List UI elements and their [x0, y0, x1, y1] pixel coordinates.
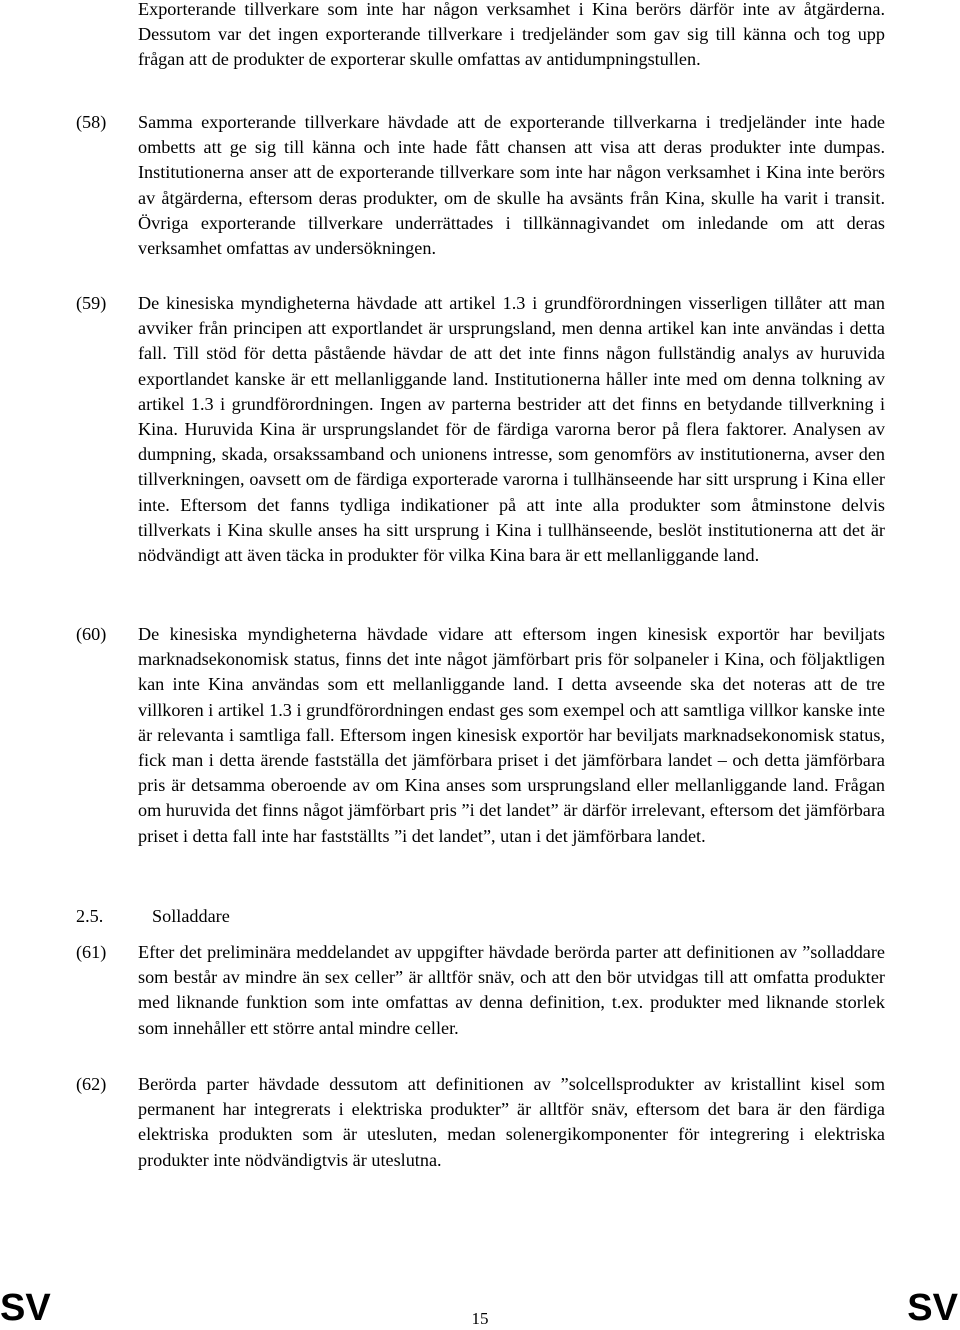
paragraph-number: (62): [76, 1074, 107, 1094]
page-number: 15: [471, 1309, 489, 1328]
paragraph-text: Berörda parter hävdade dessutom att definitionen av ”solcellsprodukter av kristallint kisel som permanent har integrerats i elektriska produkter” är alltför snäv, eftersom det bara är den färdiga elektriska produkten som är utesluten, medan solenergikomponenter för integrering i elektriska produkter inte nödvändigtvis är uteslutna.: [138, 1074, 885, 1170]
paragraph-text: Efter det preliminära meddelandet av uppgifter hävdade berörda parter att definitionen av ”solladdare som består av mindre än sex celler” är alltför snäv, och att den bör utvidgas till att omfatta produkter med liknande funktion som inte omfattas av denna definition, t.ex. produkter med liknande storlek som innehåller ett större antal mindre celler.: [138, 942, 885, 1038]
paragraph-number: (58): [76, 112, 107, 132]
paragraph-text: De kinesiska myndigheterna hävdade att artikel 1.3 i grundförordningen visserligen tillåter att man avviker från principen att exportlandet är ursprungsland, men denna artikel kan inte användas i detta fall. Till stöd för detta påstående hävdar de att det inte finns någon fullständig analys av huruvida exportlandet kanske är ett mellanliggande land. Institutionerna håller inte med om denna tolkning av artikel 1.3 i grundförordningen. Ingen av parterna bestrider att det finns en betydande tillverkning i Kina. Huruvida Kina är ursprungslandet för de färdiga varorna beror på flera faktorer. Analysen av dumpning, skada, orsakssamband och unionens intresse, som genomförs av institutionerna, avser den tillverkningen, oavsett om de färdiga exporterade varorna i tullhänseende har sitt ursprung i Kina eller inte. Eftersom det fanns tydliga indikationer på att inte alla produkter som åtminstone delvis tillverkats i Kina skulle anses ha sitt ursprung i Kina i tullhänseende, beslöt institutionerna att det är nödvändigt att även täcka in produkter för vilka Kina bara är ett mellanliggande land.: [138, 293, 885, 566]
paragraph-number: (59): [76, 293, 107, 313]
section-title: Solladdare: [152, 906, 230, 926]
intro-paragraph: Exporterande tillverkare som inte har någon verksamhet i Kina berörs därför inte av åtgärderna. Dessutom var det ingen exporterande tillverkare i tredjeländer som gav sig till känna och tog upp frågan att de produkter de exporterar skulle omfattas av antidumpningstullen.: [138, 0, 885, 70]
footer-language-left: SV: [0, 1287, 51, 1329]
paragraph-number: (61): [76, 942, 107, 962]
paragraph-number: (60): [76, 624, 107, 644]
paragraph-text: De kinesiska myndigheterna hävdade vidare att eftersom ingen kinesisk exportör har beviljats marknadsekonomisk status, finns det inte något jämförbart pris för solpaneler i Kina, och följaktligen kan inte Kina användas som ett mellanliggande land. I detta avseende ska det noteras att de tre villkoren i artikel 1.3 i grundförordningen endast ges som exempel och att samtliga villkor kanske inte är relevanta i samtliga fall. Eftersom ingen kinesisk exportör har beviljats marknadsekonomisk status, fick man i detta ärende fastställa det jämförbara priset i det jämförbara landet – och detta jämförbara pris är detsamma oberoende av om Kina anses som ursprungsland eller mellanliggande land. Frågan om huruvida det finns något jämförbart pris ”i det landet” är därför irrelevant, eftersom det jämförbara priset i detta fall inte har fastställts ”i det landet”, utan i det jämförbara landet.: [138, 624, 885, 846]
section-heading: [76, 904, 230, 929]
section-number: 2.5.: [76, 906, 104, 926]
paragraph-text: Samma exporterande tillverkare hävdade att de exporterande tillverkarna i tredjeländer inte hade ombetts att ge sig till känna och inte hade fått chansen att visa att deras produkter inte dumpas. Institutionerna anser att de exporterande tillverkare som inte har någon verksamhet i Kina inte berörs av åtgärderna, eftersom deras produkter, om de skulle ha avsänts från Kina, skulle ha varit i transit. Övriga exporterande tillverkare underrättades i tillkännagivandet om inledande om att deras verksamhet omfattas av undersökningen.: [138, 112, 885, 259]
footer-language-right: SV: [907, 1287, 958, 1329]
